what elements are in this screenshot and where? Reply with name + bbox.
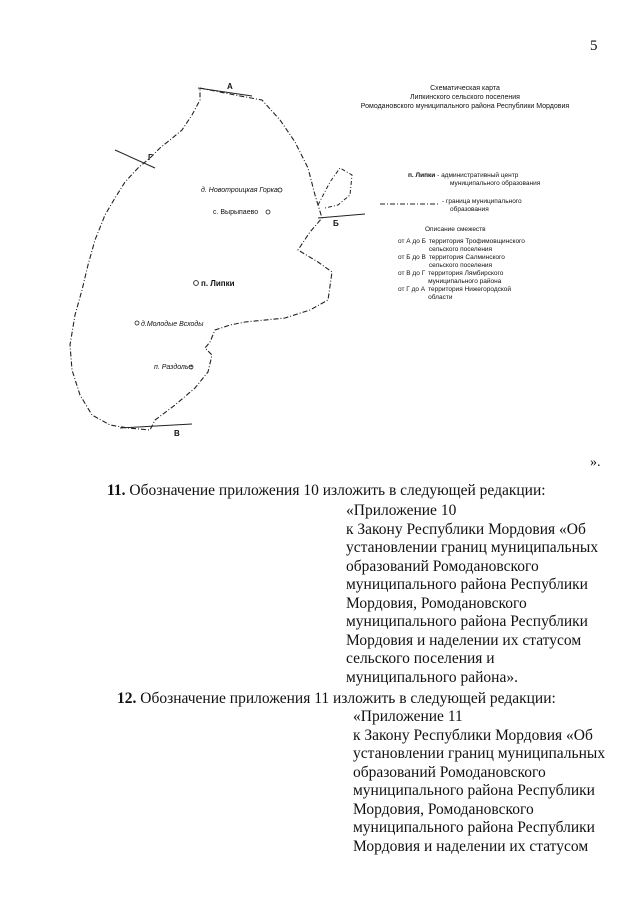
adjacency-line: территория Лямбирского xyxy=(428,270,504,277)
adjacency-from: от Б до В xyxy=(398,254,426,261)
adjacency-line: сельского поселения xyxy=(428,262,493,269)
appendix-line: образований Ромодановского xyxy=(353,763,546,781)
settlement-novotroitskaya-label: д. Новотроицкая Горка xyxy=(201,187,278,194)
adjacency-line: сельского поселения xyxy=(428,246,493,253)
appendix-line: муниципального района Республики xyxy=(353,782,595,799)
appendix-line: муниципального района». xyxy=(346,668,518,686)
appendix-line: «Приложение 11 xyxy=(353,708,463,725)
item-11-appendix xyxy=(346,502,616,687)
settlement-lipki-label: п. Липки xyxy=(201,279,235,288)
settlement-molodye-marker xyxy=(135,321,139,325)
appendix-line: муниципального района Республики xyxy=(346,613,588,630)
map-title-line: Ромодановского муниципального района Республики Мордовия xyxy=(360,103,570,110)
appendix-line: образований Ромодановского xyxy=(346,557,539,575)
closing-quote: ». xyxy=(590,455,601,470)
corner-tick-a xyxy=(198,88,252,96)
legend-adjacency-title: Описание смежеств xyxy=(425,226,486,233)
appendix-line: «Приложение 10 xyxy=(346,502,457,519)
map-title-line: Схематическая карта xyxy=(430,85,500,92)
adjacency-line: муниципального района xyxy=(428,278,502,285)
appendix-line: установлении границ муниципальных xyxy=(346,539,599,556)
boundary-loop xyxy=(318,168,352,208)
item-12-text: Обозначение приложения 11 изложить в следующей редакции: xyxy=(140,690,556,707)
adjacency-entry xyxy=(398,270,525,286)
adjacency-from: от В до Г xyxy=(398,270,426,277)
legend-boundary-desc: - граница муниципального xyxy=(442,198,522,205)
appendix-line: к Закону Республики Мордовия «Об xyxy=(346,520,586,538)
settlement-molodye-label: д.Молодые Всходы xyxy=(141,321,204,328)
appendix-line: муниципального района Республики xyxy=(346,576,588,593)
legend-boundary-desc-2: образования xyxy=(450,206,489,213)
appendix-line: Мордовия и наделении их статусом xyxy=(346,631,582,649)
settlement-vyrypaevo-marker xyxy=(266,210,270,214)
settlement-vyrypaevo-label: с. Вырыпаево xyxy=(213,209,259,216)
adjacency-line: территория Нижегородской xyxy=(428,286,512,293)
appendix-line: Мордовия, Ромодановского xyxy=(353,800,534,818)
appendix-line: муниципального района Республики xyxy=(353,819,595,836)
adjacency-entry xyxy=(398,254,525,270)
settlement-lipki-marker xyxy=(194,281,199,286)
adjacency-entry xyxy=(398,286,525,302)
legend-boundary xyxy=(442,198,522,214)
point-g-label: Г xyxy=(148,153,153,162)
item-11-number: 11. xyxy=(107,482,126,499)
adjacency-from: от А до Б xyxy=(398,238,426,245)
legend-center-name: п. Липки xyxy=(408,172,436,179)
adjacency-entry xyxy=(398,238,525,254)
settlement-novotroitskaya-marker xyxy=(278,188,282,192)
appendix-line: установлении границ муниципальных xyxy=(353,745,606,762)
item-12-heading xyxy=(117,690,556,708)
legend-center-desc-2: муниципального образования xyxy=(450,180,541,187)
settlement-razdolye-label: п. Раздолье xyxy=(154,364,193,371)
page-number: 5 xyxy=(590,38,598,54)
adjacency-line: территория Трофимовщинского xyxy=(428,238,525,245)
adjacency-from: от Г до А xyxy=(398,286,426,293)
point-v-label: В xyxy=(174,429,180,438)
boundary-line xyxy=(70,88,332,430)
appendix-line: Мордовия, Ромодановского xyxy=(346,594,527,612)
item-11-text: Обозначение приложения 10 изложить в следующей редакции: xyxy=(129,482,546,499)
appendix-line: к Закону Республики Мордовия «Об xyxy=(353,726,593,744)
legend-center-desc: - административный центр xyxy=(437,172,519,179)
item-11-heading xyxy=(107,482,546,500)
adjacency-line: области xyxy=(428,294,453,301)
corner-tick-b xyxy=(318,214,365,218)
item-12-appendix xyxy=(353,708,623,856)
appendix-line: сельского поселения и xyxy=(346,650,495,667)
appendix-line: Мордовия и наделении их статусом xyxy=(353,837,589,855)
point-b-label: Б xyxy=(333,219,339,228)
legend-adjacency-list xyxy=(398,238,525,302)
map-title-line: Липкинского сельского поселения xyxy=(410,94,520,101)
legend-center xyxy=(408,172,540,188)
point-a-label: А xyxy=(227,82,233,91)
corner-tick-v xyxy=(120,424,192,428)
item-12-number: 12. xyxy=(117,690,137,707)
adjacency-line: территория Салминского xyxy=(428,254,505,261)
